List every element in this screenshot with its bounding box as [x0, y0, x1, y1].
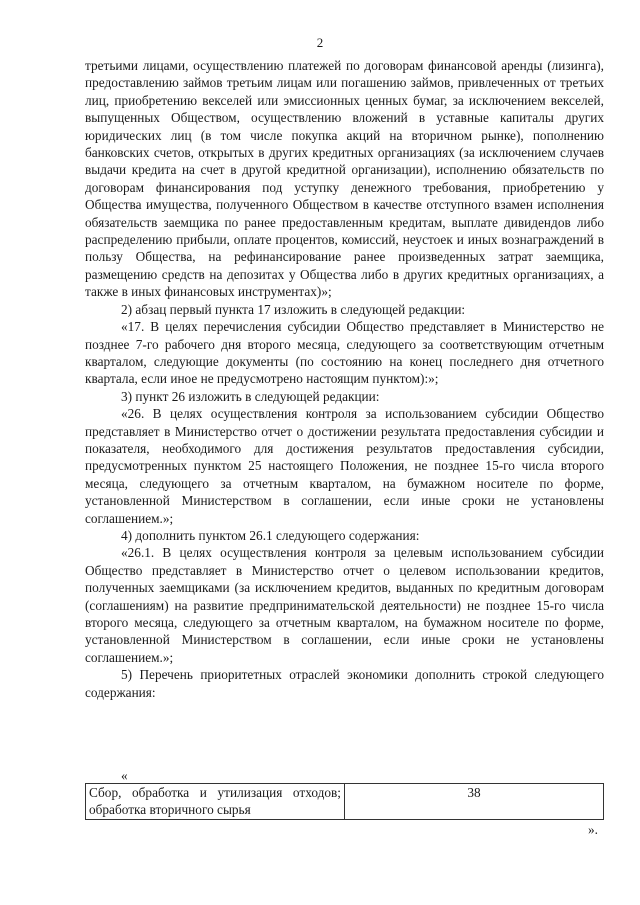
paragraph-clause-26-1: «26.1. В целях осуществления контроля за целевым использованием субсидии Общество представляет в Министерство отчет о целевом использовании кредитов, полученных заемщиками (за исключением кредитов, выданных по кредитным договорам (соглашениям) на развитие предпринимательской деятельности) не позднее 15-го числа второго месяца, следующего за отчетным кварталом, на бумажном носителе по форме, установленной Министерством в соглашении, если иные сроки не установлены соглашением.»; — [85, 545, 604, 665]
paragraph-clause-26: «26. В целях осуществления контроля за использованием субсидии Общество представляет в Министерство отчет о достижении результата предоставления субсидии и показателя, необходимого для достижения результатов предоставления субсидии, предусмотренных пунктом 25 настоящего Положения, не позднее 15-го числа второго месяца, следующего за отчетным кварталом, на бумажном носителе по форме, установленной Министерством в соглашении, если иные сроки не установлены соглашением.»; — [85, 406, 604, 526]
paragraph-item-5: 5) Перечень приоритетных отраслей экономики дополнить строкой следующего содержания: — [85, 667, 604, 700]
opening-quote-mark: « — [121, 768, 128, 783]
table-row — [86, 784, 604, 820]
priority-sectors-table — [85, 783, 604, 820]
paragraph-item-3: 3) пункт 26 изложить в следующей редакции: — [121, 388, 380, 404]
table-cell-sector-name: Сбор, обработка и утилизация отходов; обработка вторичного сырья — [86, 784, 345, 820]
table-cell-sector-value: 38 — [345, 784, 604, 820]
document-body — [85, 57, 604, 701]
paragraph-clause-17: «17. В целях перечисления субсидии Общество представляет в Министерство не позднее 7-го рабочего дня второго месяца, следующего за соответствующим отчетным кварталом, следующие документы (по состоянию на конец последнего дня отчетного квартала, если иное не предусмотрено настоящим пунктом):»; — [85, 319, 604, 387]
paragraph-item-2: 2) абзац первый пункта 17 изложить в следующей редакции: — [121, 301, 466, 317]
closing-quote-mark: ». — [588, 822, 598, 837]
page-number: 2 — [316, 35, 324, 50]
paragraph-item-4: 4) дополнить пунктом 26.1 следующего содержания: — [121, 527, 420, 543]
paragraph-continuation: третьими лицами, осуществлению платежей по договорам финансовой аренды (лизинга), предоставлению займов третьим лицам или погашению займов, привлеченных от третьих лиц, приобретению векселей или эмиссионных ценных бумаг, за исключением векселей, выпущенных Обществом, осуществлению вложений в уставные капиталы других юридических лиц (в том числе покупка акций на вторичном рынке), пополнению банковских счетов, открытых в других кредитных организациях (за исключением случаев выдачи кредита на счет в другой кредитной организации), исполнению обязательств по договорам финансирования под уступку денежного требования, приобретению у Общества имущества, полученного Обществом в качестве отступного взамен исполнения обязательств заемщика по ранее предоставленным кредитам, выплате дивидендов либо распределению прибыли, оплате процентов, комиссий, неустоек и иных вознаграждений в пользу Общества, на рефинансирование ранее произведенных затрат заемщика, размещению средств на депозитах у Общества либо в других кредитных организациях, а также в иных финансовых инструментах)»; — [85, 58, 604, 300]
